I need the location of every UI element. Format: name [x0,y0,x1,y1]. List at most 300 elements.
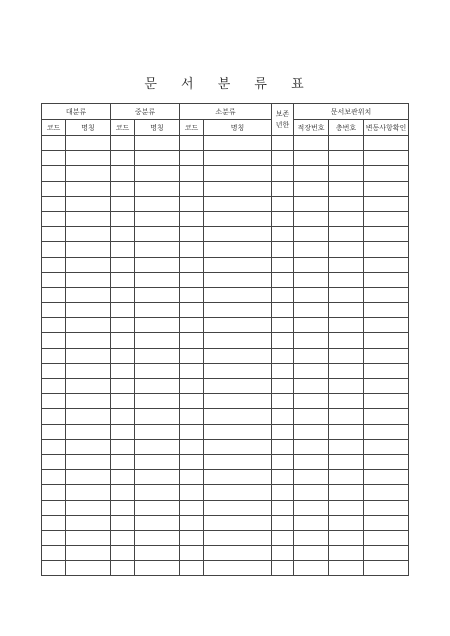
change-check-cell[interactable] [364,454,409,469]
retention-cell[interactable] [272,363,294,378]
middle-code-cell[interactable] [111,546,135,561]
minor-name-cell[interactable] [204,546,272,561]
table-row [42,363,409,378]
major-code-cell[interactable] [42,272,66,287]
minor-name-cell[interactable] [204,196,272,211]
shelf-number-cell[interactable] [294,287,329,302]
middle-code-cell[interactable] [111,500,135,515]
major-name-cell[interactable] [66,409,111,424]
major-name-cell[interactable] [66,136,111,151]
retention-cell[interactable] [272,409,294,424]
middle-name-cell[interactable] [135,257,180,272]
major-code-cell[interactable] [42,439,66,454]
minor-name-cell[interactable] [204,211,272,226]
middle-name-cell[interactable] [135,439,180,454]
major-code-cell[interactable] [42,227,66,242]
box-number-cell[interactable] [329,561,364,576]
box-number-cell[interactable] [329,500,364,515]
shelf-number-cell[interactable] [294,470,329,485]
middle-name-cell[interactable] [135,272,180,287]
major-name-cell[interactable] [66,454,111,469]
middle-name-cell[interactable] [135,211,180,226]
major-name-cell[interactable] [66,333,111,348]
retention-cell[interactable] [272,454,294,469]
minor-name-cell[interactable] [204,257,272,272]
shelf-number-cell[interactable] [294,561,329,576]
change-check-cell[interactable] [364,424,409,439]
box-number-cell[interactable] [329,424,364,439]
minor-code-cell[interactable] [180,500,204,515]
minor-code-cell[interactable] [180,485,204,500]
middle-name-cell[interactable] [135,136,180,151]
major-name-cell[interactable] [66,379,111,394]
major-code-cell[interactable] [42,546,66,561]
shelf-number-cell[interactable] [294,500,329,515]
middle-name-cell[interactable] [135,363,180,378]
shelf-number-cell[interactable] [294,379,329,394]
shelf-number-cell[interactable] [294,151,329,166]
box-number-cell[interactable] [329,379,364,394]
major-code-cell[interactable] [42,454,66,469]
major-code-cell[interactable] [42,136,66,151]
shelf-number-cell[interactable] [294,257,329,272]
major-name-cell[interactable] [66,394,111,409]
retention-cell[interactable] [272,136,294,151]
minor-code-cell[interactable] [180,287,204,302]
middle-name-cell[interactable] [135,470,180,485]
middle-code-cell[interactable] [111,151,135,166]
major-name-cell[interactable] [66,348,111,363]
minor-name-cell[interactable] [204,470,272,485]
middle-name-cell[interactable] [135,242,180,257]
table-row [42,530,409,545]
major-code-cell[interactable] [42,242,66,257]
middle-code-cell[interactable] [111,363,135,378]
minor-name-cell[interactable] [204,272,272,287]
major-code-cell[interactable] [42,181,66,196]
retention-cell[interactable] [272,515,294,530]
retention-cell[interactable] [272,242,294,257]
change-check-cell[interactable] [364,242,409,257]
box-number-cell[interactable] [329,439,364,454]
retention-cell[interactable] [272,303,294,318]
box-number-cell[interactable] [329,530,364,545]
box-number-cell[interactable] [329,546,364,561]
middle-code-cell[interactable] [111,181,135,196]
change-check-cell[interactable] [364,318,409,333]
major-code-cell[interactable] [42,424,66,439]
middle-name-cell[interactable] [135,379,180,394]
shelf-number-cell[interactable] [294,348,329,363]
major-code-cell[interactable] [42,363,66,378]
box-number-cell[interactable] [329,470,364,485]
middle-name-cell[interactable] [135,287,180,302]
minor-code-cell[interactable] [180,379,204,394]
major-name-cell[interactable] [66,318,111,333]
minor-code-cell[interactable] [180,227,204,242]
box-number-cell[interactable] [329,333,364,348]
box-number-cell[interactable] [329,181,364,196]
major-code-cell[interactable] [42,394,66,409]
retention-cell[interactable] [272,470,294,485]
middle-code-cell[interactable] [111,530,135,545]
middle-name-cell[interactable] [135,546,180,561]
major-code-cell[interactable] [42,485,66,500]
minor-name-cell[interactable] [204,561,272,576]
middle-code-cell[interactable] [111,348,135,363]
middle-name-cell[interactable] [135,530,180,545]
minor-name-cell[interactable] [204,227,272,242]
shelf-number-cell[interactable] [294,424,329,439]
minor-name-cell[interactable] [204,515,272,530]
major-name-header: 명칭 [66,120,111,136]
middle-code-cell[interactable] [111,287,135,302]
box-number-cell[interactable] [329,227,364,242]
minor-code-cell[interactable] [180,166,204,181]
middle-name-cell[interactable] [135,485,180,500]
minor-name-cell[interactable] [204,439,272,454]
minor-name-cell[interactable] [204,136,272,151]
major-name-cell[interactable] [66,151,111,166]
middle-name-cell[interactable] [135,227,180,242]
minor-name-cell[interactable] [204,363,272,378]
shelf-number-cell[interactable] [294,303,329,318]
minor-code-cell[interactable] [180,211,204,226]
shelf-number-cell[interactable] [294,530,329,545]
middle-name-cell[interactable] [135,394,180,409]
shelf-number-cell[interactable] [294,439,329,454]
major-code-cell[interactable] [42,470,66,485]
major-name-cell[interactable] [66,287,111,302]
middle-name-cell[interactable] [135,333,180,348]
shelf-number-cell[interactable] [294,227,329,242]
major-code-cell[interactable] [42,530,66,545]
minor-code-cell[interactable] [180,394,204,409]
change-check-cell[interactable] [364,333,409,348]
shelf-number-cell[interactable] [294,409,329,424]
retention-cell[interactable] [272,424,294,439]
major-name-cell[interactable] [66,424,111,439]
major-code-cell[interactable] [42,379,66,394]
minor-name-cell[interactable] [204,530,272,545]
minor-name-cell[interactable] [204,166,272,181]
minor-code-cell[interactable] [180,136,204,151]
middle-code-cell[interactable] [111,136,135,151]
middle-code-cell[interactable] [111,257,135,272]
retention-cell[interactable] [272,181,294,196]
box-number-cell[interactable] [329,151,364,166]
minor-code-cell[interactable] [180,454,204,469]
change-check-cell[interactable] [364,166,409,181]
middle-code-header: 코드 [111,120,135,136]
minor-name-cell[interactable] [204,348,272,363]
minor-name-cell[interactable] [204,303,272,318]
shelf-number-cell[interactable] [294,196,329,211]
box-number-cell[interactable] [329,485,364,500]
change-check-cell[interactable] [364,181,409,196]
major-name-cell[interactable] [66,166,111,181]
middle-name-cell[interactable] [135,166,180,181]
change-check-cell[interactable] [364,409,409,424]
shelf-number-cell[interactable] [294,136,329,151]
middle-code-cell[interactable] [111,485,135,500]
minor-code-cell[interactable] [180,363,204,378]
shelf-number-cell[interactable] [294,272,329,287]
middle-code-cell[interactable] [111,166,135,181]
minor-name-cell[interactable] [204,151,272,166]
change-check-cell[interactable] [364,211,409,226]
major-name-cell[interactable] [66,546,111,561]
minor-name-cell[interactable] [204,454,272,469]
table-row [42,394,409,409]
change-check-cell[interactable] [364,303,409,318]
middle-code-cell[interactable] [111,439,135,454]
shelf-number-cell[interactable] [294,211,329,226]
middle-code-cell[interactable] [111,409,135,424]
major-name-cell[interactable] [66,227,111,242]
minor-code-cell[interactable] [180,318,204,333]
change-check-cell[interactable] [364,561,409,576]
change-check-cell[interactable] [364,196,409,211]
middle-code-cell[interactable] [111,454,135,469]
minor-name-cell[interactable] [204,318,272,333]
change-check-cell[interactable] [364,348,409,363]
retention-cell[interactable] [272,151,294,166]
box-number-cell[interactable] [329,454,364,469]
major-code-cell[interactable] [42,211,66,226]
middle-code-cell[interactable] [111,303,135,318]
minor-name-cell[interactable] [204,181,272,196]
change-check-cell[interactable] [364,287,409,302]
minor-code-cell[interactable] [180,348,204,363]
change-check-cell[interactable] [364,546,409,561]
retention-cell[interactable] [272,546,294,561]
retention-cell[interactable] [272,500,294,515]
middle-code-cell[interactable] [111,379,135,394]
change-check-cell[interactable] [364,394,409,409]
shelf-number-cell[interactable] [294,318,329,333]
box-number-cell[interactable] [329,257,364,272]
retention-cell[interactable] [272,272,294,287]
middle-code-cell[interactable] [111,272,135,287]
major-name-cell[interactable] [66,515,111,530]
major-name-cell[interactable] [66,485,111,500]
change-check-cell[interactable] [364,272,409,287]
minor-code-cell[interactable] [180,257,204,272]
change-check-cell[interactable] [364,136,409,151]
box-number-header: 층번호 [329,120,364,136]
retention-cell[interactable] [272,287,294,302]
major-code-cell[interactable] [42,500,66,515]
shelf-number-cell[interactable] [294,333,329,348]
box-number-cell[interactable] [329,196,364,211]
box-number-cell[interactable] [329,515,364,530]
minor-code-cell[interactable] [180,424,204,439]
major-name-cell[interactable] [66,272,111,287]
minor-code-cell[interactable] [180,515,204,530]
shelf-number-cell[interactable] [294,485,329,500]
change-check-cell[interactable] [364,515,409,530]
middle-code-cell[interactable] [111,242,135,257]
change-check-cell[interactable] [364,530,409,545]
minor-code-cell[interactable] [180,530,204,545]
major-name-cell[interactable] [66,530,111,545]
change-check-cell[interactable] [364,379,409,394]
middle-code-cell[interactable] [111,333,135,348]
major-code-cell[interactable] [42,515,66,530]
table-row [42,470,409,485]
middle-code-cell[interactable] [111,211,135,226]
change-check-cell[interactable] [364,227,409,242]
box-number-cell[interactable] [329,211,364,226]
shelf-number-cell[interactable] [294,394,329,409]
shelf-number-cell[interactable] [294,515,329,530]
box-number-cell[interactable] [329,136,364,151]
major-name-cell[interactable] [66,470,111,485]
retention-cell[interactable] [272,439,294,454]
major-code-cell[interactable] [42,151,66,166]
minor-name-cell[interactable] [204,485,272,500]
major-code-cell[interactable] [42,348,66,363]
middle-name-cell[interactable] [135,515,180,530]
major-code-cell[interactable] [42,333,66,348]
minor-code-cell[interactable] [180,181,204,196]
box-number-cell[interactable] [329,318,364,333]
middle-name-cell[interactable] [135,409,180,424]
box-number-cell[interactable] [329,363,364,378]
major-name-cell[interactable] [66,561,111,576]
minor-code-cell[interactable] [180,561,204,576]
major-code-cell[interactable] [42,196,66,211]
middle-name-cell[interactable] [135,303,180,318]
major-name-cell[interactable] [66,439,111,454]
change-check-cell[interactable] [364,257,409,272]
middle-name-cell[interactable] [135,196,180,211]
middle-name-cell[interactable] [135,561,180,576]
major-name-cell[interactable] [66,181,111,196]
minor-code-cell[interactable] [180,151,204,166]
middle-code-cell[interactable] [111,227,135,242]
middle-name-cell[interactable] [135,181,180,196]
retention-cell[interactable] [272,485,294,500]
minor-code-cell[interactable] [180,439,204,454]
change-check-cell[interactable] [364,500,409,515]
box-number-cell[interactable] [329,394,364,409]
middle-code-cell[interactable] [111,196,135,211]
box-number-cell[interactable] [329,409,364,424]
minor-code-cell[interactable] [180,546,204,561]
major-name-cell[interactable] [66,303,111,318]
minor-code-cell[interactable] [180,303,204,318]
middle-name-cell[interactable] [135,151,180,166]
retention-cell[interactable] [272,227,294,242]
retention-cell[interactable] [272,530,294,545]
retention-cell[interactable] [272,333,294,348]
minor-code-cell[interactable] [180,272,204,287]
change-check-cell[interactable] [364,439,409,454]
middle-name-cell[interactable] [135,348,180,363]
middle-name-cell[interactable] [135,454,180,469]
major-category-header: 대분류 [42,104,111,120]
major-code-cell[interactable] [42,257,66,272]
change-check-cell[interactable] [364,485,409,500]
table-row [42,166,409,181]
minor-name-cell[interactable] [204,242,272,257]
box-number-cell[interactable] [329,348,364,363]
major-code-cell[interactable] [42,561,66,576]
minor-code-cell[interactable] [180,242,204,257]
shelf-number-cell[interactable] [294,242,329,257]
middle-code-cell[interactable] [111,424,135,439]
minor-code-cell[interactable] [180,196,204,211]
middle-name-cell[interactable] [135,318,180,333]
shelf-number-cell[interactable] [294,546,329,561]
retention-cell[interactable] [272,394,294,409]
retention-cell[interactable] [272,211,294,226]
major-code-cell[interactable] [42,318,66,333]
box-number-cell[interactable] [329,242,364,257]
shelf-number-cell[interactable] [294,454,329,469]
shelf-number-cell[interactable] [294,363,329,378]
major-code-cell[interactable] [42,303,66,318]
minor-name-cell[interactable] [204,394,272,409]
middle-name-cell[interactable] [135,424,180,439]
major-name-cell[interactable] [66,363,111,378]
retention-cell[interactable] [272,166,294,181]
minor-code-cell[interactable] [180,333,204,348]
minor-code-cell[interactable] [180,470,204,485]
box-number-cell[interactable] [329,272,364,287]
retention-cell[interactable] [272,196,294,211]
minor-name-cell[interactable] [204,379,272,394]
middle-name-cell[interactable] [135,500,180,515]
minor-name-cell[interactable] [204,333,272,348]
major-name-cell[interactable] [66,242,111,257]
box-number-cell[interactable] [329,166,364,181]
major-name-cell[interactable] [66,500,111,515]
middle-name-header: 명칭 [135,120,180,136]
middle-code-cell[interactable] [111,515,135,530]
retention-cell[interactable] [272,348,294,363]
major-code-cell[interactable] [42,287,66,302]
box-number-cell[interactable] [329,303,364,318]
middle-code-cell[interactable] [111,394,135,409]
major-name-cell[interactable] [66,196,111,211]
retention-cell[interactable] [272,257,294,272]
major-code-cell[interactable] [42,409,66,424]
middle-code-cell[interactable] [111,470,135,485]
major-name-cell[interactable] [66,257,111,272]
retention-cell[interactable] [272,318,294,333]
shelf-number-cell[interactable] [294,181,329,196]
shelf-number-cell[interactable] [294,166,329,181]
change-check-cell[interactable] [364,363,409,378]
middle-code-cell[interactable] [111,561,135,576]
minor-name-cell[interactable] [204,409,272,424]
minor-name-cell[interactable] [204,287,272,302]
box-number-cell[interactable] [329,287,364,302]
middle-code-cell[interactable] [111,318,135,333]
major-code-cell[interactable] [42,166,66,181]
retention-cell[interactable] [272,561,294,576]
retention-cell[interactable] [272,379,294,394]
minor-name-cell[interactable] [204,500,272,515]
change-check-cell[interactable] [364,470,409,485]
major-name-cell[interactable] [66,211,111,226]
minor-name-cell[interactable] [204,424,272,439]
minor-code-cell[interactable] [180,409,204,424]
change-check-cell[interactable] [364,151,409,166]
